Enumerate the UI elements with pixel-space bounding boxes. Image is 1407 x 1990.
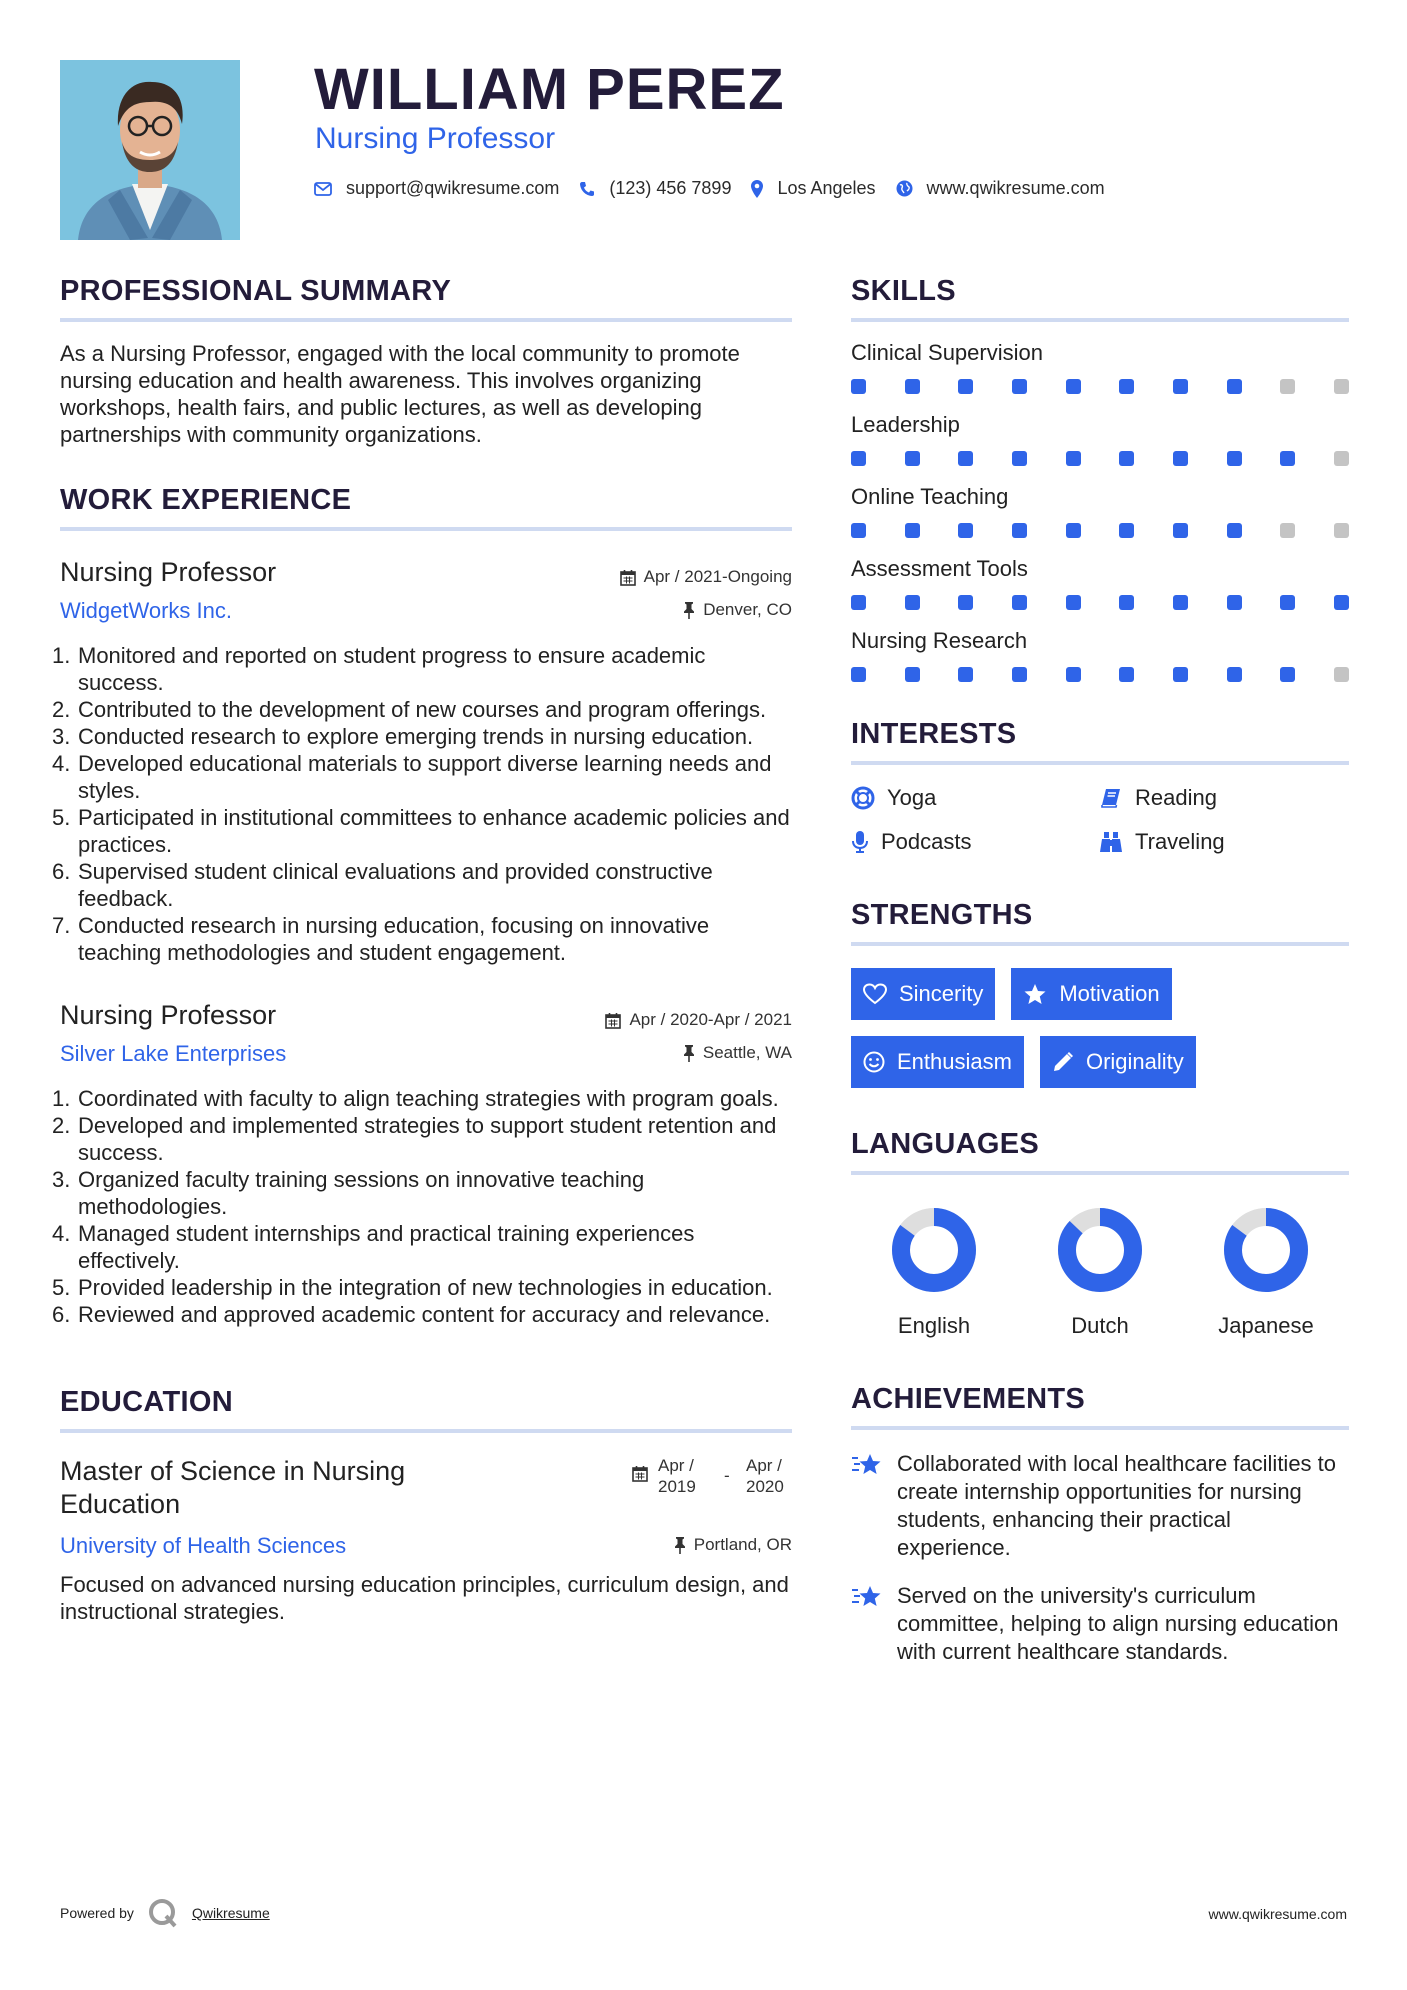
skill-rating [851, 523, 1349, 538]
rating-dot-filled [1280, 667, 1295, 682]
school-location [674, 1535, 792, 1555]
skill-rating [851, 379, 1349, 394]
lifebuoy-icon [851, 786, 875, 810]
calendar-icon [620, 569, 636, 586]
strength-label: Motivation [1059, 981, 1160, 1006]
rating-dot-filled [1334, 595, 1349, 610]
job-dates-text: Apr / 2020-Apr / 2021 [629, 1010, 792, 1029]
work-heading: WORK EXPERIENCE [60, 484, 792, 531]
languages-heading: LANGUAGES [851, 1128, 1349, 1175]
globe-icon [896, 180, 913, 197]
language-donut [889, 1205, 979, 1295]
interest-label: Reading [1135, 785, 1217, 810]
rating-dot-filled [1227, 595, 1242, 610]
rating-dot-filled [851, 451, 866, 466]
rating-dot-empty [1334, 667, 1349, 682]
skills-heading: SKILLS [851, 275, 1349, 322]
rating-dot-filled [1119, 451, 1134, 466]
location-text: Los Angeles [777, 178, 876, 198]
job-entry [60, 557, 792, 966]
skill-name: Clinical Supervision [851, 340, 1043, 365]
job-bullet: Managed student internships and practical training experiences effectively. [78, 1221, 695, 1273]
contact-website[interactable] [896, 178, 1105, 199]
strength-label: Sincerity [899, 981, 984, 1006]
interest-label: Traveling [1135, 829, 1225, 854]
job-bullet: Coordinated with faculty to align teaching strategies with program goals. [78, 1086, 779, 1111]
achievement-text: Served on the university's curriculum committee, helping to align nursing education with current healthcare standards. [897, 1583, 1339, 1664]
rating-dot-filled [1119, 379, 1134, 394]
language-item [851, 1205, 1017, 1339]
profile-photo [60, 60, 240, 240]
rating-dot-filled [851, 523, 866, 538]
language-donut [1055, 1205, 1145, 1295]
map-pin-icon [751, 180, 763, 198]
degree-title: Master of Science in Nursing Education [60, 1456, 406, 1519]
start-year: 2019 [658, 1477, 696, 1496]
rating-dot-filled [1066, 595, 1081, 610]
book-icon [1099, 786, 1123, 810]
language-name: Dutch [1071, 1313, 1129, 1338]
rating-dot-empty [1334, 523, 1349, 538]
education-heading: EDUCATION [60, 1386, 792, 1433]
pushpin-icon [683, 602, 695, 619]
school-location-text: Portland, OR [693, 1535, 792, 1554]
languages-list [851, 1205, 1349, 1339]
job-location [683, 1043, 792, 1063]
avatar-portrait [60, 60, 240, 240]
pushpin-icon [674, 1537, 686, 1554]
achievement-text: Collaborated with local healthcare facilities to create internship opportunities for nursing students, enhancing their practical experience. [897, 1451, 1337, 1560]
achievements-heading: ACHIEVEMENTS [851, 1383, 1349, 1430]
skill-name: Leadership [851, 412, 960, 437]
right-column [851, 275, 1349, 1666]
rating-dot-filled [958, 451, 973, 466]
rating-dot-filled [1119, 595, 1134, 610]
job-bullet: Supervised student clinical evaluations and provided constructive feedback. [78, 859, 713, 911]
job-bullets [60, 642, 792, 966]
job-bullet: Contributed to the development of new courses and program offerings. [78, 697, 767, 722]
rating-dot-filled [1280, 451, 1295, 466]
skill-row [851, 484, 1349, 538]
email-text: support@qwikresume.com [346, 178, 560, 198]
contact-email[interactable] [314, 178, 559, 199]
rating-dot-filled [1066, 667, 1081, 682]
contact-location [751, 178, 875, 199]
skill-row [851, 340, 1349, 394]
education-end [746, 1455, 792, 1497]
strength-tag [851, 968, 995, 1020]
rating-dot-filled [851, 379, 866, 394]
education-description: Focused on advanced nursing education principles, curriculum design, and instructional strategies. [60, 1572, 789, 1624]
smile-icon [863, 1051, 885, 1073]
heart-icon [863, 983, 887, 1005]
school-name: University of Health Sciences [60, 1533, 347, 1558]
rating-dot-filled [1173, 523, 1188, 538]
rating-dot-filled [1012, 379, 1027, 394]
rating-dot-filled [1173, 667, 1188, 682]
job-title: Nursing Professor [60, 557, 277, 587]
qwikresume-logo-icon [148, 1898, 178, 1928]
footer-powered-by [60, 1898, 270, 1928]
job-location-text: Denver, CO [703, 600, 792, 619]
skill-row [851, 628, 1349, 682]
rating-dot-filled [1012, 595, 1027, 610]
contact-bar [314, 178, 1125, 199]
pushpin-icon [683, 1045, 695, 1062]
rating-dot-filled [1227, 667, 1242, 682]
rating-dot-filled [1173, 451, 1188, 466]
education-entry [60, 1455, 792, 1521]
interests-list [851, 785, 1349, 855]
rating-dot-filled [1066, 379, 1081, 394]
contact-phone[interactable] [579, 178, 731, 199]
interest-item [851, 785, 1099, 811]
phone-icon [579, 181, 595, 197]
rating-dot-filled [1119, 523, 1134, 538]
language-name: Japanese [1218, 1313, 1314, 1338]
interest-label: Podcasts [881, 829, 972, 854]
job-bullet: Conducted research to explore emerging trends in nursing education. [78, 724, 754, 749]
interest-item [851, 829, 1099, 855]
job-location [683, 600, 792, 620]
job-title: Nursing Professor [60, 1000, 277, 1030]
strength-tag [851, 1036, 1024, 1088]
rating-dot-filled [1280, 595, 1295, 610]
footer-website[interactable]: www.qwikresume.com [1208, 1906, 1347, 1922]
date-separator: - [724, 1466, 730, 1485]
job-bullet: Organized faculty training sessions on innovative teaching methodologies. [78, 1167, 645, 1219]
summary-heading: PROFESSIONAL SUMMARY [60, 275, 792, 322]
job-dates-text: Apr / 2021-Ongoing [643, 567, 792, 586]
job-location-text: Seattle, WA [702, 1043, 792, 1062]
language-item [1017, 1205, 1183, 1339]
job-bullet: Developed and implemented strategies to support student retention and success. [78, 1113, 777, 1165]
education-dates [632, 1455, 792, 1497]
rating-dot-filled [905, 379, 920, 394]
start-month: Apr / [658, 1456, 694, 1475]
microphone-icon [851, 830, 869, 854]
rating-dot-filled [958, 523, 973, 538]
strength-tag [1040, 1036, 1196, 1088]
star-icon [1023, 983, 1047, 1005]
phone-text: (123) 456 7899 [609, 178, 732, 198]
job-dates [605, 1010, 792, 1030]
envelope-icon [314, 182, 332, 196]
interest-item [1099, 785, 1347, 811]
binoculars-icon [1099, 830, 1123, 854]
candidate-name: WILLIAM PEREZ [314, 57, 785, 122]
interest-label: Yoga [887, 785, 937, 810]
rating-dot-filled [1173, 379, 1188, 394]
interest-item [1099, 829, 1347, 855]
job-bullet: Reviewed and approved academic content for accuracy and relevance. [78, 1302, 771, 1327]
rating-dot-filled [1227, 523, 1242, 538]
rating-dot-filled [1227, 451, 1242, 466]
skill-rating [851, 451, 1349, 466]
strength-label: Enthusiasm [897, 1049, 1012, 1074]
job-bullet: Developed educational materials to support diverse learning needs and styles. [78, 751, 772, 803]
language-donut [1221, 1205, 1311, 1295]
achievement-item [851, 1582, 1349, 1666]
end-year: 2020 [746, 1477, 784, 1496]
skill-name: Assessment Tools [851, 556, 1028, 581]
website-text: www.qwikresume.com [926, 178, 1105, 198]
skills-list [851, 340, 1349, 682]
rating-dot-filled [851, 667, 866, 682]
skill-rating [851, 667, 1349, 682]
achievement-item [851, 1450, 1349, 1562]
skill-name: Nursing Research [851, 628, 1028, 653]
skill-row [851, 556, 1349, 610]
rating-dot-filled [1012, 667, 1027, 682]
interests-heading: INTERESTS [851, 718, 1349, 765]
shooting-star-icon [851, 1452, 883, 1478]
strengths-list [851, 968, 1349, 1088]
summary-text: As a Nursing Professor, engaged with the local community to promote nursing education and health awareness. This involves organizing workshops, health fairs, and public lectures, as well as developing partnerships with community organizations. [60, 341, 740, 447]
job-entry [60, 1000, 792, 1328]
candidate-role: Nursing Professor [315, 122, 556, 155]
rating-dot-filled [905, 451, 920, 466]
calendar-icon [632, 1465, 648, 1482]
shooting-star-icon [851, 1584, 883, 1610]
rating-dot-filled [1119, 667, 1134, 682]
strength-label: Originality [1085, 1049, 1184, 1074]
rating-dot-filled [851, 595, 866, 610]
rating-dot-filled [1066, 523, 1081, 538]
brand-link[interactable]: Qwikresume [191, 1905, 270, 1921]
rating-dot-filled [905, 595, 920, 610]
rating-dot-filled [958, 595, 973, 610]
powered-by-text: Powered by [60, 1905, 134, 1921]
job-bullet: Monitored and reported on student progress to ensure academic success. [78, 643, 706, 695]
skill-name: Online Teaching [851, 484, 1009, 509]
rating-dot-filled [1012, 523, 1027, 538]
rating-dot-empty [1334, 379, 1349, 394]
rating-dot-filled [958, 379, 973, 394]
education-start [658, 1455, 718, 1497]
rating-dot-filled [958, 667, 973, 682]
job-bullet: Conducted research in nursing education, focusing on innovative teaching methodologies and student engagement. [78, 913, 710, 965]
job-bullet: Participated in institutional committees to enhance academic policies and practices. [78, 805, 790, 857]
rating-dot-empty [1280, 379, 1295, 394]
strengths-heading: STRENGTHS [851, 899, 1349, 946]
job-company: WidgetWorks Inc. [60, 598, 232, 623]
skill-rating [851, 595, 1349, 610]
rating-dot-filled [905, 523, 920, 538]
left-column [60, 275, 792, 1625]
rating-dot-empty [1334, 451, 1349, 466]
rating-dot-filled [1173, 595, 1188, 610]
skill-row [851, 412, 1349, 466]
calendar-icon [605, 1012, 621, 1029]
rating-dot-empty [1280, 523, 1295, 538]
language-item [1183, 1205, 1349, 1339]
rating-dot-filled [1227, 379, 1242, 394]
rating-dot-filled [1066, 451, 1081, 466]
job-company: Silver Lake Enterprises [60, 1041, 287, 1066]
job-dates [620, 567, 792, 587]
strength-tag [1011, 968, 1171, 1020]
job-bullets [60, 1085, 792, 1328]
job-bullet: Provided leadership in the integration of new technologies in education. [78, 1275, 773, 1300]
language-name: English [897, 1313, 971, 1338]
pencil-icon [1052, 1051, 1074, 1073]
achievements-list [851, 1450, 1349, 1666]
end-month: Apr / [746, 1456, 782, 1475]
rating-dot-filled [1012, 451, 1027, 466]
rating-dot-filled [905, 667, 920, 682]
